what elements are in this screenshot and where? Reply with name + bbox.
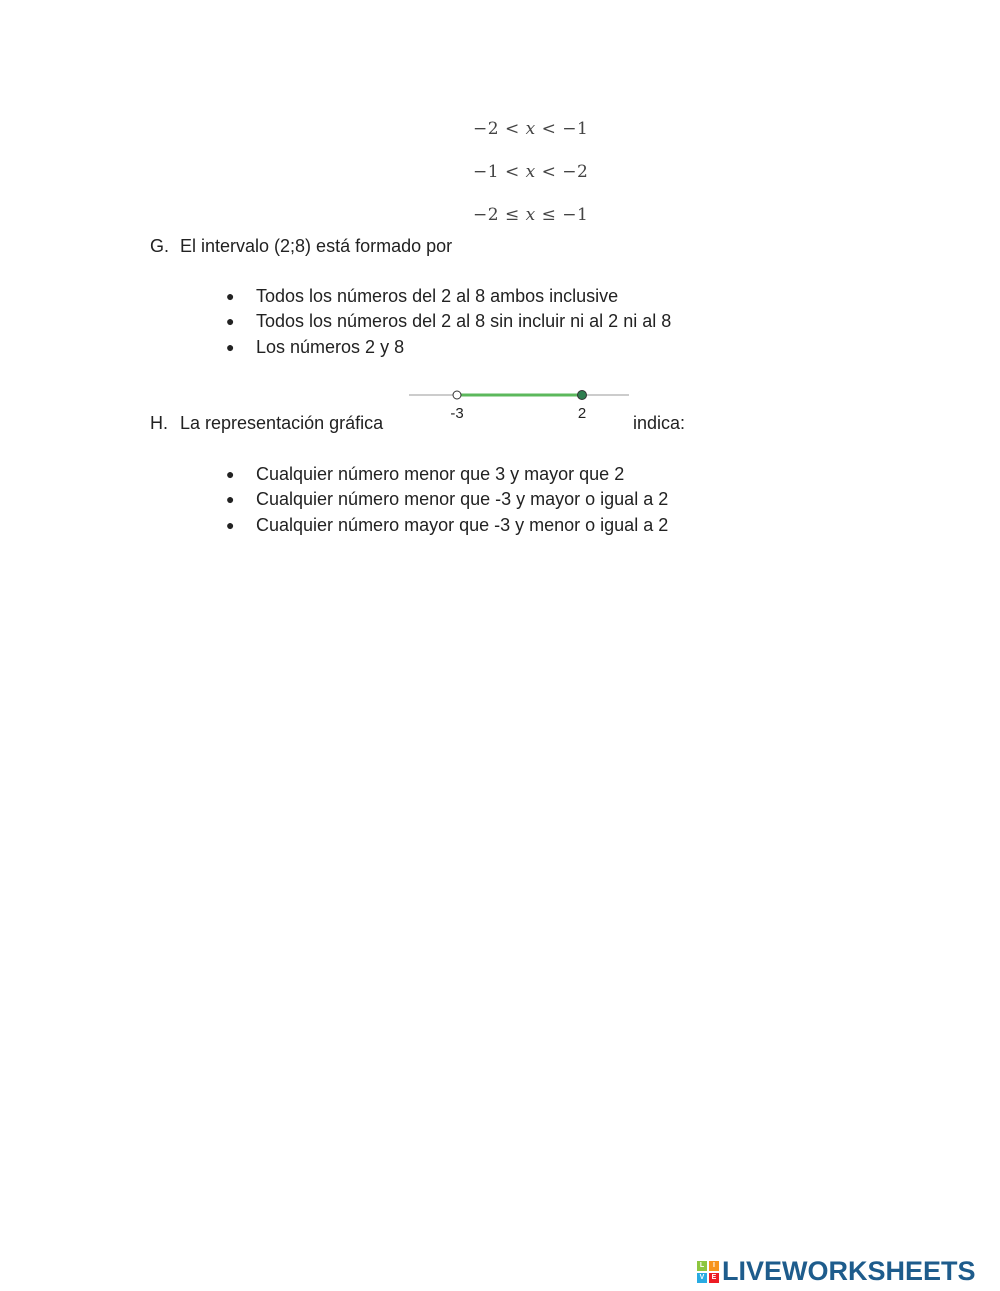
bullet-icon: ●: [226, 466, 235, 482]
inequality-operator: ≤: [504, 205, 520, 225]
logo-letter: V: [697, 1273, 707, 1283]
bullet-icon: ●: [226, 517, 235, 533]
bullet-icon: ●: [226, 313, 235, 329]
inequality-variable: x: [525, 162, 536, 182]
logo-letter: I: [709, 1261, 719, 1271]
bullet-icon: ●: [226, 339, 235, 355]
question-text-after: indica:: [633, 413, 686, 433]
question-letter: G.: [150, 236, 170, 256]
inequality-operator: <: [504, 119, 520, 139]
inequality-right: −1: [562, 205, 589, 225]
answer-option-label: Todos los números del 2 al 8 ambos inclusive: [256, 286, 619, 306]
inequality-option-1: [473, 119, 588, 139]
answer-option-label: Cualquier número mayor que -3 y menor o igual a 2: [256, 515, 669, 535]
inequality-variable: x: [525, 205, 536, 225]
tick-label-left: -3: [450, 405, 464, 422]
inequality-operator: <: [504, 162, 520, 182]
open-endpoint: [453, 391, 461, 399]
inequality-variable: x: [525, 119, 536, 139]
question-letter: H.: [150, 413, 168, 433]
question-text: La representación gráfica: [180, 413, 384, 433]
logo-letter: L: [697, 1261, 707, 1271]
inequality-right: −1: [562, 119, 589, 139]
answer-option-label: Cualquier número menor que -3 y mayor o igual a 2: [256, 489, 669, 509]
inequality-option-2: [473, 162, 588, 182]
inequality-right: −2: [562, 162, 589, 182]
inequality-option-3: [473, 205, 588, 225]
inequality-left: −2: [473, 205, 500, 225]
inequality-left: −2: [473, 119, 500, 139]
closed-endpoint: [578, 391, 587, 400]
liveworksheets-logo[interactable]: [697, 1256, 976, 1287]
logo-text: LIVEWORKSHEETS: [722, 1256, 976, 1286]
inequality-operator: <: [541, 162, 557, 182]
logo-mark-icon: [697, 1261, 719, 1283]
question-text: El intervalo (2;8) está formado por: [180, 236, 453, 256]
answer-option-label: Cualquier número menor que 3 y mayor que 2: [256, 464, 625, 484]
inequality-operator: ≤: [541, 205, 557, 225]
bullet-icon: ●: [226, 288, 235, 304]
answer-option-label: Los números 2 y 8: [256, 337, 405, 357]
inequality-left: −1: [473, 162, 500, 182]
bullet-icon: ●: [226, 491, 235, 507]
answer-option-label: Todos los números del 2 al 8 sin incluir ni al 2 ni al 8: [256, 311, 672, 331]
inequality-operator: <: [541, 119, 557, 139]
tick-label-right: 2: [577, 405, 587, 422]
number-line: [405, 383, 635, 425]
logo-letter: E: [709, 1273, 719, 1283]
